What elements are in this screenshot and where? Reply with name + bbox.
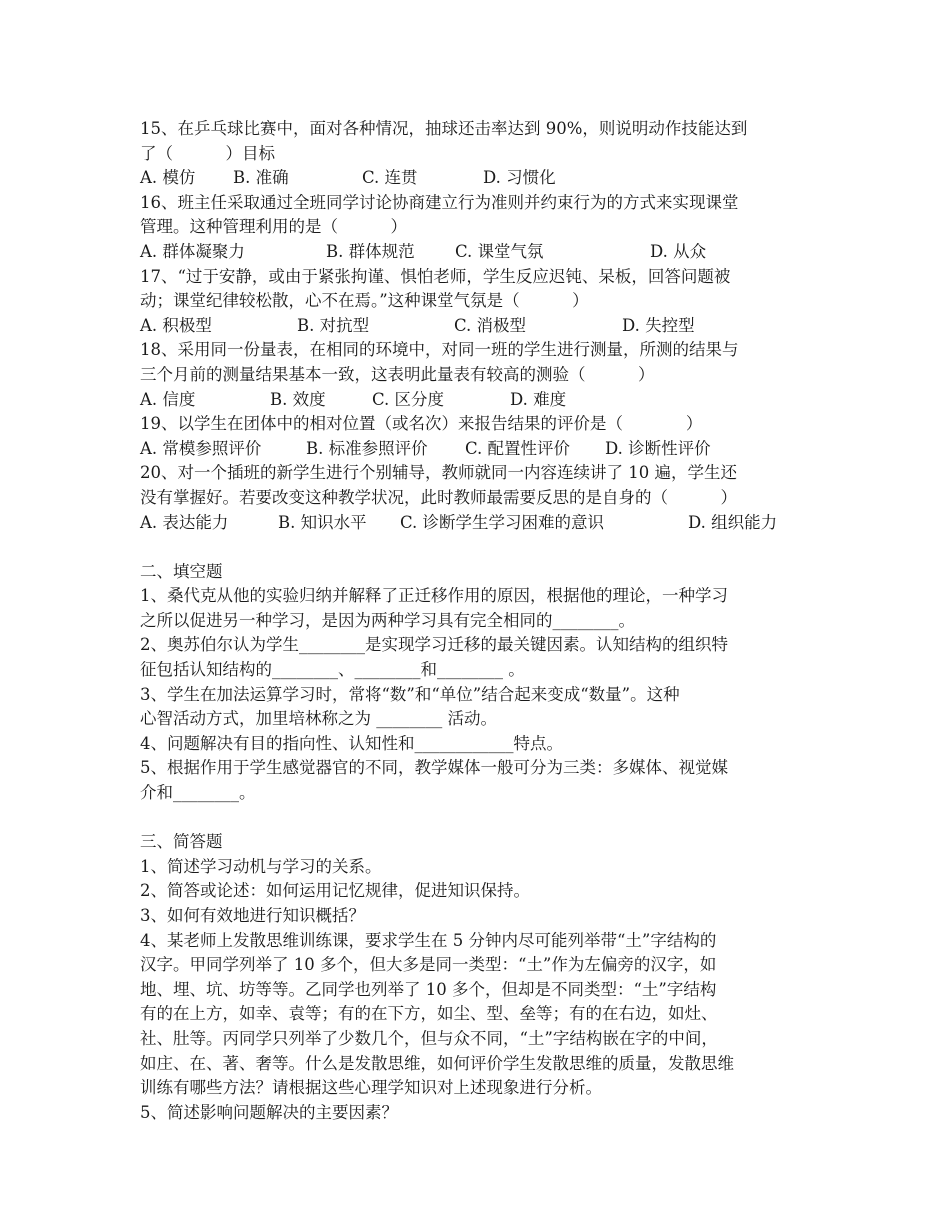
option-a: A. 信度 <box>140 389 196 409</box>
option-b: B. 效度 <box>270 389 326 409</box>
question-16-line-1: 16、班主任采取通过全班同学讨论协商建立行为准则并约束行为的方式来实现课堂 <box>140 192 739 212</box>
short-answer-line: 汉字。甲同学列举了 10 多个，但大多是同一类型：“土”作为左偏旁的汉字，如 <box>140 955 717 975</box>
short-answer-line: 训练有哪些方法？请根据这些心理学知识对上述现象进行分析。 <box>140 1078 602 1098</box>
short-answer-line: 1、简述学习动机与学习的关系。 <box>140 856 382 876</box>
option-d: D. 组织能力 <box>688 512 778 532</box>
option-c: C. 区分度 <box>372 389 445 409</box>
option-c: C. 消极型 <box>454 315 527 335</box>
option-d: D. 从众 <box>650 241 707 261</box>
question-17-line-2: 动；课堂纪律较松散，心不在焉。”这种课堂气氛是（ ） <box>140 291 589 311</box>
question-17-line-1: 17、“过于安静，或由于紧张拘谨、惧怕老师，学生反应迟钝、呆板，回答问题被 <box>140 266 731 286</box>
short-answer-line: 有的在上方，如幸、袁等；有的在下方，如尘、型、垒等；有的在右边，如灶、 <box>140 1004 718 1024</box>
fill-in-line: 征包括认知结构的________、________和________ 。 <box>140 660 525 680</box>
short-answer-line: 3、如何有效地进行知识概括？ <box>140 906 365 925</box>
fill-in-line: 3、学生在加法运算学习时，常将“数”和“单位”结合起来变成“数量”。这种 <box>140 684 680 704</box>
option-b: B. 对抗型 <box>297 315 370 335</box>
short-answer-line: 5、简述影响问题解决的主要因素？ <box>140 1102 398 1122</box>
option-d: D. 习惯化 <box>483 168 556 188</box>
question-15-line-2: 了（ ）目标 <box>140 143 275 163</box>
question-18-options <box>140 388 820 413</box>
option-c: C. 课堂气氛 <box>455 241 544 261</box>
question-17-options <box>140 314 820 339</box>
option-b: B. 知识水平 <box>278 512 367 532</box>
fill-in-line: 介和________。 <box>140 783 256 803</box>
option-d: D. 诊断性评价 <box>605 438 711 458</box>
option-c: C. 诊断学生学习困难的意识 <box>400 512 605 532</box>
question-20-options <box>140 511 820 536</box>
short-answer-line: 如庄、在、著、奢等。什么是发散思维，如何评价学生发散思维的质量，发散思维 <box>140 1053 734 1073</box>
option-b: B. 标准参照评价 <box>306 438 428 458</box>
question-18-line-1: 18、采用同一份量表，在相同的环境中，对同一班的学生进行测量，所测的结果与 <box>140 340 739 360</box>
section-heading-fill-in: 二、填空题 <box>140 561 223 581</box>
question-19-options <box>140 437 820 462</box>
question-19-line-1: 19、以学生在团体中的相对位置（或名次）来报告结果的评价是（ ） <box>140 414 703 434</box>
fill-in-line: 5、根据作用于学生感觉器官的不同，教学媒体一般可分为三类：多媒体、视觉媒 <box>140 758 728 778</box>
question-15-options <box>140 166 820 191</box>
short-answer-line: 社、肚等。丙同学只列举了少数几个，但与众不同，“土”字结构嵌在字的中间， <box>140 1028 718 1048</box>
option-a: A. 群体凝聚力 <box>140 241 245 261</box>
short-answer-line: 地、埋、坑、坊等等。乙同学也列举了 10 多个，但却是不同类型：“土”字结构 <box>140 979 717 999</box>
spacer <box>140 535 820 560</box>
question-15-line-1: 15、在乒乓球比赛中，面对各种情况，抽球还击率达到 90%，则说明动作技能达到 <box>140 119 748 138</box>
fill-in-line: 4、问题解决有目的指向性、认知性和____________特点。 <box>140 733 563 753</box>
fill-in-line: 心智活动方式，加里培林称之为 ________ 活动。 <box>140 709 497 729</box>
option-c: C. 连贯 <box>362 168 418 188</box>
option-a: A. 常模参照评价 <box>140 438 262 458</box>
spacer <box>140 806 820 831</box>
fill-in-line: 2、奥苏伯尔认为学生________是实现学习迁移的最关键因素。认知结构的组织特 <box>140 635 728 655</box>
option-b: B. 准确 <box>233 168 289 188</box>
question-16-line-2: 管理。这种管理利用的是（ ） <box>140 217 407 237</box>
option-d: D. 失控型 <box>622 315 695 335</box>
option-b: B. 群体规范 <box>326 241 415 261</box>
question-20-line-2: 没有掌握好。若要改变这种教学状况，此时教师最需要反思的是自身的（ ） <box>140 487 737 507</box>
option-d: D. 难度 <box>510 389 567 409</box>
option-a: A. 表达能力 <box>140 512 229 532</box>
question-20-line-1: 20、对一个插班的新学生进行个别辅导，教师就同一内容连续讲了 10 遍，学生还 <box>140 463 737 483</box>
document-body <box>140 117 820 1125</box>
fill-in-line: 1、桑代克从他的实验归纳并解释了正迁移作用的原因，根据他的理论，一种学习 <box>140 586 728 606</box>
section-heading-short-answer: 三、简答题 <box>140 832 223 852</box>
option-c: C. 配置性评价 <box>465 438 571 458</box>
question-16-options <box>140 240 820 265</box>
question-18-line-2: 三个月前的测量结果基本一致，这表明此量表有较高的测验（ ） <box>140 364 655 384</box>
option-a: A. 积极型 <box>140 315 212 335</box>
option-a: A. 模仿 <box>140 168 196 188</box>
short-answer-line: 2、简答或论述：如何运用记忆规律，促进知识保持。 <box>140 881 530 901</box>
short-answer-line: 4、某老师上发散思维训练课，要求学生在 5 分钟内尽可能列举带“土”字结构的 <box>140 930 717 950</box>
fill-in-line: 之所以促进另一种学习，是因为两种学习具有完全相同的________。 <box>140 610 635 630</box>
